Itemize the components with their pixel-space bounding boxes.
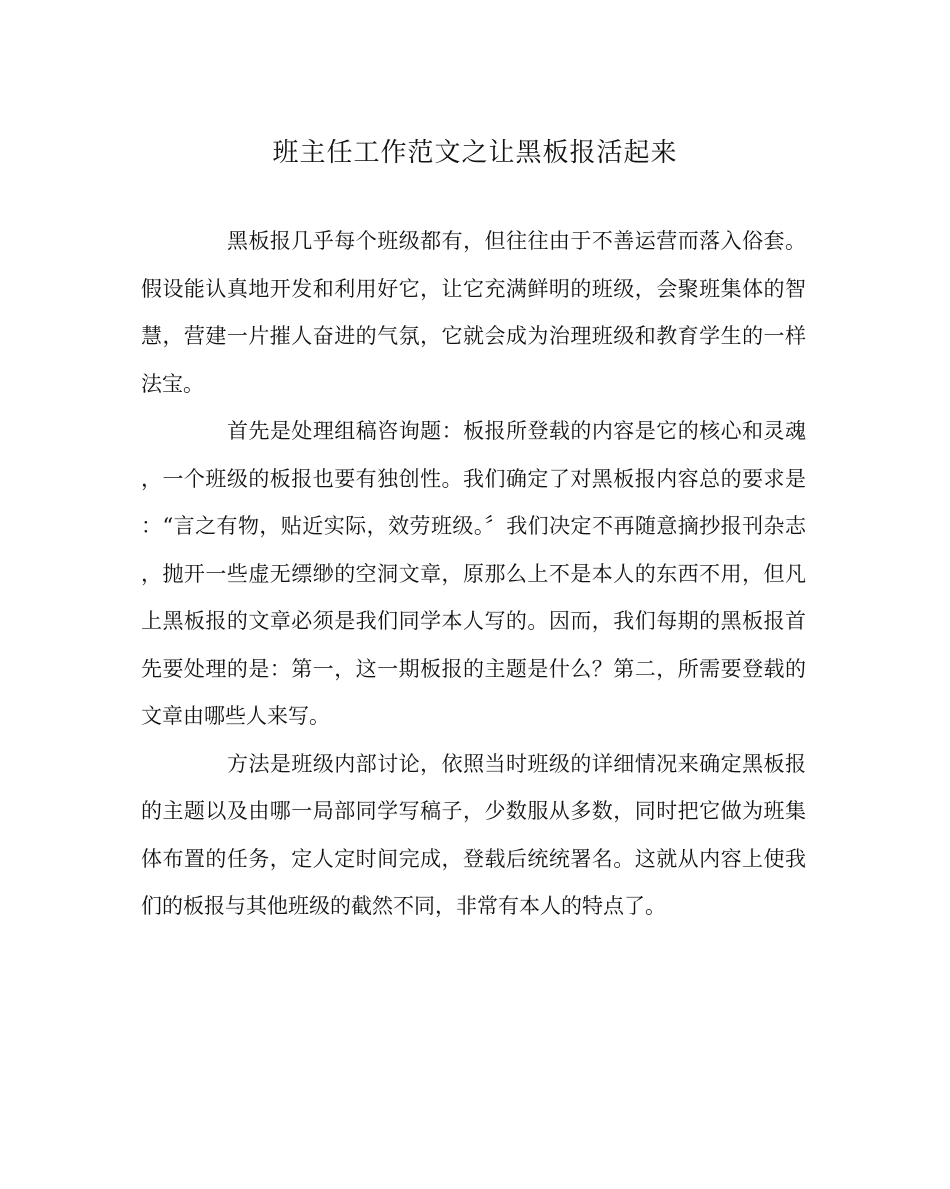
- document-body: [141, 218, 806, 931]
- paragraph-3: 方法是班级内部讨论，依照当时班级的详细情况来确定黑板报的主题以及由哪一局部同学写稿子，少数服从多数，同时把它做为班集体布置的任务，定人定时间完成，登载后统统署名。这就从内容上使我们的板报与其他班级的截然不同，非常有本人的特点了。: [141, 751, 806, 918]
- paragraph-1: 黑板报几乎每个班级都有，但往往由于不善运营而落入俗套。假设能认真地开发和利用好它，让它充满鲜明的班级，会聚班集体的智慧，营建一片摧人奋进的气氛，它就会成为治理班级和教育学生的一样法宝。: [141, 229, 806, 396]
- paragraph-2: 首先是处理组稿咨询题：板报所登载的内容是它的核心和灵魂，一个班级的板报也要有独创性。我们确定了对黑板报内容总的要求是：“言之有物，贴近实际，效劳班级。〞我们决定不再随意摘抄报刊杂志，抛开一些虚无缥缈的空洞文章，原那么上不是本人的东西不用，但凡上黑板报的文章必须是我们同学本人写的。因而，我们每期的黑板报首先要处理的是：第一，这一期板报的主题是什么？第二，所需要登载的文章由哪些人来写。: [141, 419, 806, 728]
- document-title: 班主任工作范文之让黑板报活起来: [272, 138, 678, 168]
